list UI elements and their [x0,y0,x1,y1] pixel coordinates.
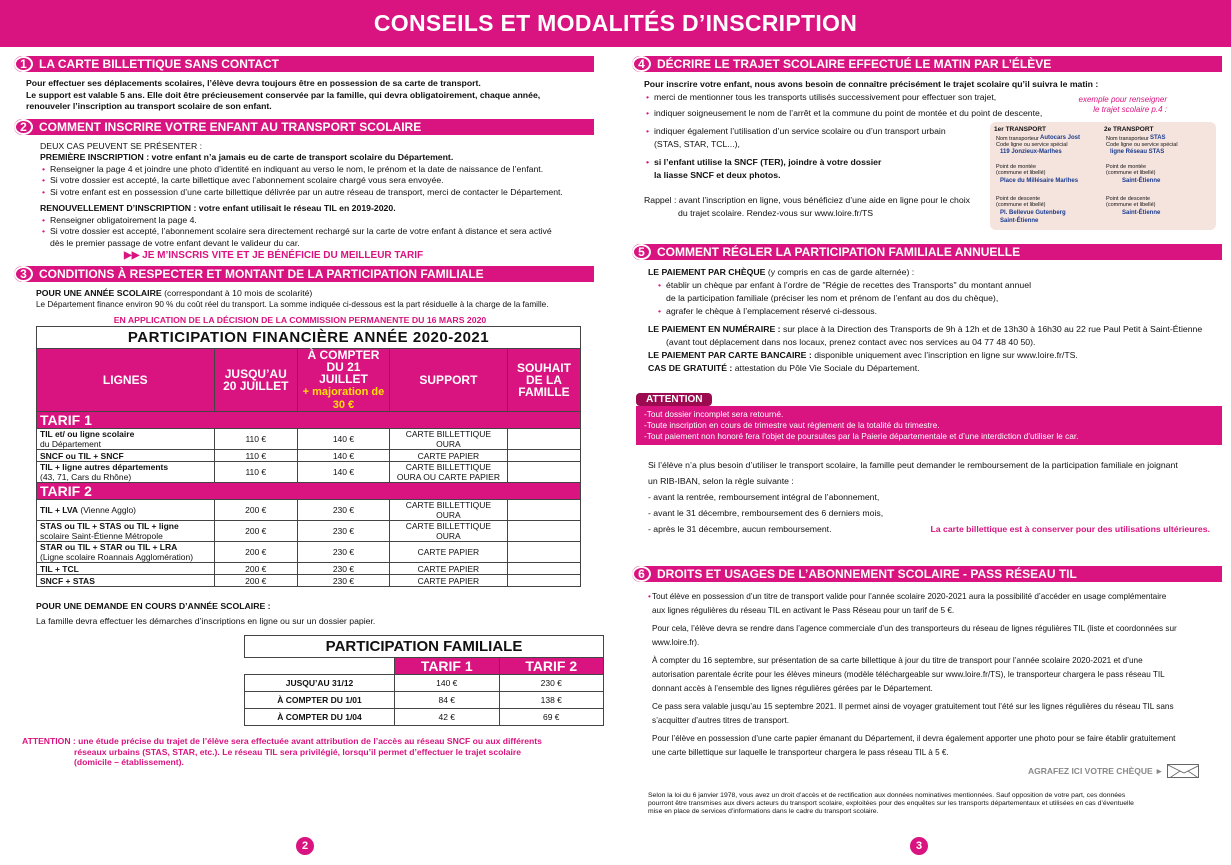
wish-checkbox-cell[interactable] [507,521,580,542]
fee-table [36,326,581,587]
price-from: 140 € [298,450,390,462]
section-2-body [40,141,594,262]
paragraph: donnant accès à l’ensemble des lignes régulières gérées par le Département. [652,684,933,693]
paragraph: aux lignes régulières du réseau TIL en activant le Pass Réseau pour un tarif de 5 €. [652,606,955,615]
label: disponible uniquement avec l’inscription en ligne sur www.loire.fr/TS. [811,350,1078,360]
value: Pl. Bellevue Gutenberg [1000,210,1066,216]
value: STAS [1150,135,1166,141]
support-cell: CARTE PAPIER [389,450,507,462]
staple-label: AGRAFEZ ICI VOTRE CHÈQUE ► [1028,766,1164,776]
paragraph: autorisation parentale écrite pour les élèves mineurs (modèle téléchargeable sur www.loire.fr/TS), le transporteur chargera le pass réseau TIL [652,670,1165,679]
label: le trajet scolaire p.4 : [1093,105,1167,114]
paragraph: DEUX CAS PEUVENT SE PRÉSENTER : [40,140,203,151]
line-detail: scolaire Saint-Étienne Métropole [40,531,163,541]
staple-here [1028,764,1199,778]
value: Autocars Jost [1040,135,1081,141]
list-item: • merci de mentionner tous les transports utilisés successivement pour effectuer son trajet, [644,91,1222,104]
paragraph: la liasse SNCF et deux photos. [654,170,781,180]
page-number-left: 2 [296,837,314,855]
label: Nom transporteur [996,136,1039,142]
price-until: 200 € [214,575,298,587]
line-name: STAR ou TIL + STAR ou TIL + LRA [40,542,178,552]
attention-box [636,406,1222,445]
paragraph: Selon la loi du 6 janvier 1978, vous avez un droit d’accès et de rectification aux données nominatives mentionnées. Sauf opposition de votre part, ces données [648,792,1126,799]
page-banner [0,0,1231,47]
value: Place du Millésaire Marlhes [1000,178,1079,184]
table-row [37,575,581,587]
list-item: • indiquer également l’utilisation d’un service scolaire ou d’un transport urbain [644,125,1222,138]
label: Point de montée [1106,164,1147,170]
label: (commune et libellé) [1106,202,1156,208]
value: Saint-Étienne [1122,210,1161,216]
wish-checkbox-cell[interactable] [507,575,580,587]
column-header: SUPPORT [389,349,507,412]
line-cell [37,521,215,542]
paragraph: Ce pass sera valable jusqu’au 15 septembre 2021. Il permet ainsi de voyager gratuitement tout l’été sur les lignes régulières du réseau TIL sans [652,702,1174,711]
wish-checkbox-cell[interactable] [507,450,580,462]
price-from: 230 € [298,500,390,521]
section-title: CONDITIONS À RESPECTER ET MONTANT DE LA PARTICIPATION FAMILIALE [39,266,484,281]
paragraph: (domicile – établissement). [74,757,184,767]
paragraph: (avant tout déplacement dans nos locaux, prenez contact avec nos services au 04 77 48 40 50). [666,337,1036,347]
wish-checkbox-cell[interactable] [507,462,580,483]
period-cell: À COMPTER DU 1/04 [245,709,395,726]
paragraph: -Tout dossier incomplet sera retourné. [644,409,784,419]
support-cell: CARTE BILLETTIQUE OURA [389,500,507,521]
column-header: LIGNES [37,349,215,412]
paragraph: s’acquitter d’autres titres de transport. [652,716,789,725]
line-name: TIL + TCL [40,563,79,574]
paragraph: Pour effectuer ses déplacements scolaires, l’élève devra toujours être en possession de sa carte de transport. [26,78,481,88]
section-5 [632,244,1222,537]
section-5-header [632,244,1222,260]
value: Saint-Étienne [1122,178,1161,184]
section-title: COMMENT INSCRIRE VOTRE ENFANT AU TRANSPORT SCOLAIRE [39,119,422,134]
price-from: 140 € [298,462,390,483]
refund-block [648,457,1222,537]
paragraph: POUR UNE DEMANDE EN COURS D’ANNÉE SCOLAIRE : [36,601,271,611]
column-header: TARIF 1 [395,658,500,675]
paragraph: ATTENTION : une étude précise du trajet de l’élève sera effectuée avant attribution de l’accès au réseau SNCF ou aux différents [22,736,542,746]
table-row [245,675,604,692]
page-number-right: 3 [910,837,928,855]
value: 119 Jonzieux-Marlhes [1000,149,1062,155]
paragraph: Si l’élève n’a plus besoin d’utiliser le transport scolaire, la famille peut demander le remboursement de la participation familiale en joignant [648,460,1178,470]
column-header: SOUHAIT DE LA FAMILLE [507,349,580,412]
price-until: 200 € [214,521,298,542]
list-item: • Si votre dossier est accepté, l’abonnement scolaire sera directement rechargé sur la carte de votre enfant à distance et sera activé [40,226,594,238]
tarif1-cell: 84 € [395,692,500,709]
line-cell [37,450,215,462]
paragraph: renouveler l’inscription au transport scolaire de son enfant. [26,101,272,111]
label: sur place à la Direction des Transports de 9h à 12h et de 13h30 à 16h30 au 22 rue Paul Petit à Saint-Étienne [780,324,1203,334]
price-from: 140 € [298,429,390,450]
support-cell: CARTE BILLETTIQUE OURA [389,521,507,542]
wish-checkbox-cell[interactable] [507,542,580,563]
list-item: • si l’enfant utilise la SNCF (TER), joindre à votre dossier [644,156,1222,169]
list-item: • Tout élève en possession d’un titre de transport valide pour l’année scolaire 2020-2021 aura la possibilité d’accéder en usage complémentaire [646,590,1222,604]
section-3-body [36,288,594,327]
line-name: TIL et/ ou ligne scolaire [40,429,135,439]
list-item: • Renseigner obligatoirement la page 4. [40,215,594,227]
tarif-2-label: TARIF 2 [37,483,581,500]
paragraph: Rappel : avant l’inscription en ligne, vous bénéficiez d’une aide en ligne pour le choix [644,195,970,205]
price-from: 230 € [298,521,390,542]
line-cell [37,542,215,563]
section-4-header [632,56,1222,72]
line-name: TIL + ligne autres départements [40,462,169,472]
paragraph: une carte billettique sur laquelle le transporteur chargera le pass réseau TIL à 5 €. [652,748,949,757]
paragraph: À compter du 16 septembre, sur présentation de sa carte billettique à jour du titre de transport pour l’année scolaire 2020-2021 et d’une [652,656,1143,665]
paragraph: La famille devra effectuer les démarches d’inscriptions en ligne ou sur un dossier papier. [36,615,376,626]
envelope-icon [1167,764,1199,778]
label: (y compris en cas de garde alternée) : [765,267,915,277]
support-cell: CARTE PAPIER [389,563,507,575]
legal-notice [648,792,1218,816]
section-number: 1 [14,56,33,72]
table-row [37,450,581,462]
label: (correspondant à 10 mois de scolarité) [161,287,313,298]
paragraph: dès le premier passage de votre enfant devant le valideur du car. [50,237,300,248]
price-from: 230 € [298,542,390,563]
section-1-body [26,78,594,113]
list-item: • agrafer le chèque à l’emplacement réservé ci-dessous. [656,305,1222,318]
label: Code ligne ou service spécial [1106,142,1178,148]
cta-text: ▶▶ JE M’INSCRIS VITE ET JE BÉNÉFICIE DU MEILLEUR TARIF [124,250,424,261]
line-detail: (Vienne Agglo) [78,505,136,515]
paragraph: pourront être transmises aux divers acteurs du transport scolaire, exploitées pour des enquêtes sur les transports départementaux et utilisées en cas d’éventuelle [648,800,1134,807]
column-header [298,349,390,412]
table-row [37,542,581,563]
tarif2-cell: 69 € [499,709,604,726]
line-detail: (43, 71, Cars du Rhône) [40,472,132,482]
paragraph: - avant le 31 décembre, remboursement des 6 derniers mois, [648,508,884,518]
table-row [245,709,604,726]
label: LE PAIEMENT PAR CHÈQUE [648,267,766,277]
section-number: 4 [632,56,651,72]
section-number: 3 [14,266,33,282]
price-until: 110 € [214,462,298,483]
section-6-header [632,566,1222,582]
column-header-text: À COMPTER DU 21 JUILLET [307,348,380,386]
section-title: DROITS ET USAGES DE L’ABONNEMENT SCOLAIRE - PASS RÉSEAU TIL [657,567,1077,581]
line-detail: du Département [40,439,101,449]
family-fee-table [244,635,604,726]
paragraph: réseaux urbains (STAS, STAR, etc.). Le réseau TIL sera privilégié, lorsqu’il permet d’effectuer le trajet scolaire [74,746,522,757]
section-title: COMMENT RÉGLER LA PARTICIPATION FAMILIALE ANNUELLE [657,245,1021,259]
paragraph: Le support est valable 5 ans. Elle doit être précieusement conservée par la famille, qui devra obligatoirement, chaque année, [26,89,541,100]
paragraph: mise en place de services d’informations dans le cadre du transport scolaire. [648,808,879,815]
paragraph: du trajet scolaire. Rendez-vous sur www.loire.fr/TS [678,208,874,218]
line-name: SNCF ou TIL + SNCF [40,450,124,461]
list-item: • Si votre dossier est accepté, la carte billettique avec l’abonnement scolaire chargé vous sera envoyée. [40,175,594,187]
list-item: • Si votre enfant est en possession d’une carte billettique délivrée par un autre réseau de transport, merci de contacter le Département. [40,187,594,199]
line-cell [37,429,215,450]
tarif2-cell: 138 € [499,692,604,709]
paragraph: de la participation familiale (préciser les nom et prénom de l’enfant au dos du chèque), [666,293,999,303]
paragraph: (STAS, STAR, TCL...), [654,139,740,149]
line-cell [37,563,215,575]
paragraph: Le Département finance environ 90 % du coût réel du transport. La somme indiquée ci-dessous est la part résiduelle à la charge de la famille. [36,300,549,309]
column-header-majoration: + majoration de 30 € [302,386,385,411]
example-box [990,122,1216,230]
paragraph: -Tout paiement non honoré fera l’objet de poursuites par la Paierie départementale et d’une interdiction d’utiliser le car. [644,431,1079,441]
table-title: PARTICIPATION FINANCIÈRE ANNÉE 2020-2021 [37,327,581,349]
line-name: SNCF + STAS [40,575,95,586]
section-number: 6 [632,566,651,582]
wish-checkbox-cell[interactable] [507,500,580,521]
keep-card-note: La carte billettique est à conserver pour des utilisations ultérieures. [930,524,1210,534]
column-header: JUSQU’AU 20 JUILLET [214,349,298,412]
section-1-header [14,56,594,72]
label: attestation du Pôle Vie Sociale du Département. [732,363,920,373]
line-name: TIL + LVA [40,505,79,515]
section-number: 5 [632,244,651,260]
price-from: 230 € [298,563,390,575]
line-cell [37,500,215,521]
support-cell: CARTE PAPIER [389,575,507,587]
paragraph: Pour inscrire votre enfant, nous avons besoin de connaître précisément le trajet scolaire qu’il suivra le matin : [644,79,1099,89]
label: LE PAIEMENT PAR CARTE BANCAIRE : [648,350,812,360]
label: 2e TRANSPORT [1104,126,1154,133]
table-row [37,462,581,483]
tarif1-cell: 42 € [395,709,500,726]
label: exemple pour renseigner [1078,95,1167,104]
value: ligne Réseau STAS [1110,149,1165,155]
section-number: 2 [14,119,33,135]
price-until: 200 € [214,542,298,563]
paragraph: PREMIÈRE INSCRIPTION : votre enfant n’a jamais eu de carte de transport scolaire du Département. [40,152,454,162]
period-cell: À COMPTER DU 1/01 [245,692,395,709]
table-row [37,429,581,450]
section-2-header [14,119,594,135]
tarif-1-label: TARIF 1 [37,412,581,429]
attention-label: ATTENTION [636,393,712,406]
tarif1-cell: 140 € [395,675,500,692]
list-item: • Renseigner la page 4 et joindre une photo d’identité en indiquant au verso le nom, le prénom et la date de naissance de l’enfant. [40,164,594,176]
label: (commune et libellé) [996,202,1046,208]
label: Point de descente [1106,196,1151,202]
section-5-body [648,266,1222,375]
paragraph: RENOUVELLEMENT D’INSCRIPTION : votre enfant utilisait le réseau TIL en 2019-2020. [40,203,396,213]
tarif2-cell: 230 € [499,675,604,692]
price-until: 200 € [214,563,298,575]
line-cell [37,575,215,587]
paragraph: un RIB-IBAN, selon la règle suivante : [648,476,794,486]
price-from: 230 € [298,575,390,587]
table-header-row [37,349,581,412]
line-name: STAS ou TIL + STAS ou TIL + ligne [40,521,179,531]
page-title: CONSEILS ET MODALITÉS D’INSCRIPTION [373,10,858,36]
label: (commune et libellé) [996,170,1046,176]
support-cell: CARTE BILLETTIQUE OURA [389,429,507,450]
table-row [37,563,581,575]
section-3-header [14,266,594,282]
paragraph: Pour cela, l’élève devra se rendre dans l’agence commerciale d’un des transporteurs du réseau de lignes régulières TIL (liste et coordonnées sur www.loire.fr). [652,624,1177,647]
paragraph: - avant la rentrée, remboursement intégral de l’abonnement, [648,492,880,502]
line-detail: (Ligne scolaire Roannais Agglomération) [40,552,194,562]
label: (commune et libellé) [1106,170,1156,176]
label: 1er TRANSPORT [994,126,1047,133]
paragraph: - après le 31 décembre, aucun remboursement. [648,524,832,534]
column-header: TARIF 2 [499,658,604,675]
value: Saint-Étienne [1000,218,1039,224]
section-title: LA CARTE BILLETTIQUE SANS CONTACT [39,57,279,71]
label: Point de montée [996,164,1037,170]
table-row [37,500,581,521]
paragraph: -Toute inscription en cours de trimestre vaut règlement de la totalité du trimestre. [644,420,940,430]
attention-note [22,736,594,768]
wish-checkbox-cell[interactable] [507,429,580,450]
label: POUR UNE ANNÉE SCOLAIRE [36,287,162,298]
table-title: PARTICIPATION FAMILIALE [245,636,604,658]
label: Nom transporteur [1106,136,1149,142]
paragraph: Pour l’élève en possession d’une carte papier émanant du Département, il devra également apporter une photo pour se faire établir gratuitement [652,734,1176,743]
support-cell: CARTE BILLETTIQUE OURA OU CARTE PAPIER [389,462,507,483]
list-item: • indiquer soigneusement le nom de l’arrêt et la commune du point de montée et du point de descente, [644,107,1222,120]
table-row [245,692,604,709]
during-year-note [36,601,594,627]
price-until: 200 € [214,500,298,521]
period-cell: JUSQU’AU 31/12 [245,675,395,692]
label: CAS DE GRATUITÉ : [648,363,733,373]
list-item: • établir un chèque par enfant à l’ordre de "Régie de recettes des Transports" du montant annuel [656,279,1222,292]
section-title: DÉCRIRE LE TRAJET SCOLAIRE EFFECTUÉ LE MATIN PAR L’ÉLÈVE [657,57,1052,71]
section-6-body [646,590,1222,760]
left-column [14,56,594,768]
example-caption [1072,95,1167,115]
section-6 [632,566,1222,760]
line-cell [37,462,215,483]
price-until: 110 € [214,429,298,450]
wish-checkbox-cell[interactable] [507,563,580,575]
table-row [37,521,581,542]
price-until: 110 € [214,450,298,462]
attention-block [636,393,1222,445]
label: LE PAIEMENT EN NUMÉRAIRE : [648,324,781,334]
label: Code ligne ou service spécial [996,142,1068,148]
decision-note: EN APPLICATION DE LA DÉCISION DE LA COMMISSION PERMANENTE DU 16 MARS 2020 [113,314,487,325]
label: Point de descente [996,196,1041,202]
support-cell: CARTE PAPIER [389,542,507,563]
